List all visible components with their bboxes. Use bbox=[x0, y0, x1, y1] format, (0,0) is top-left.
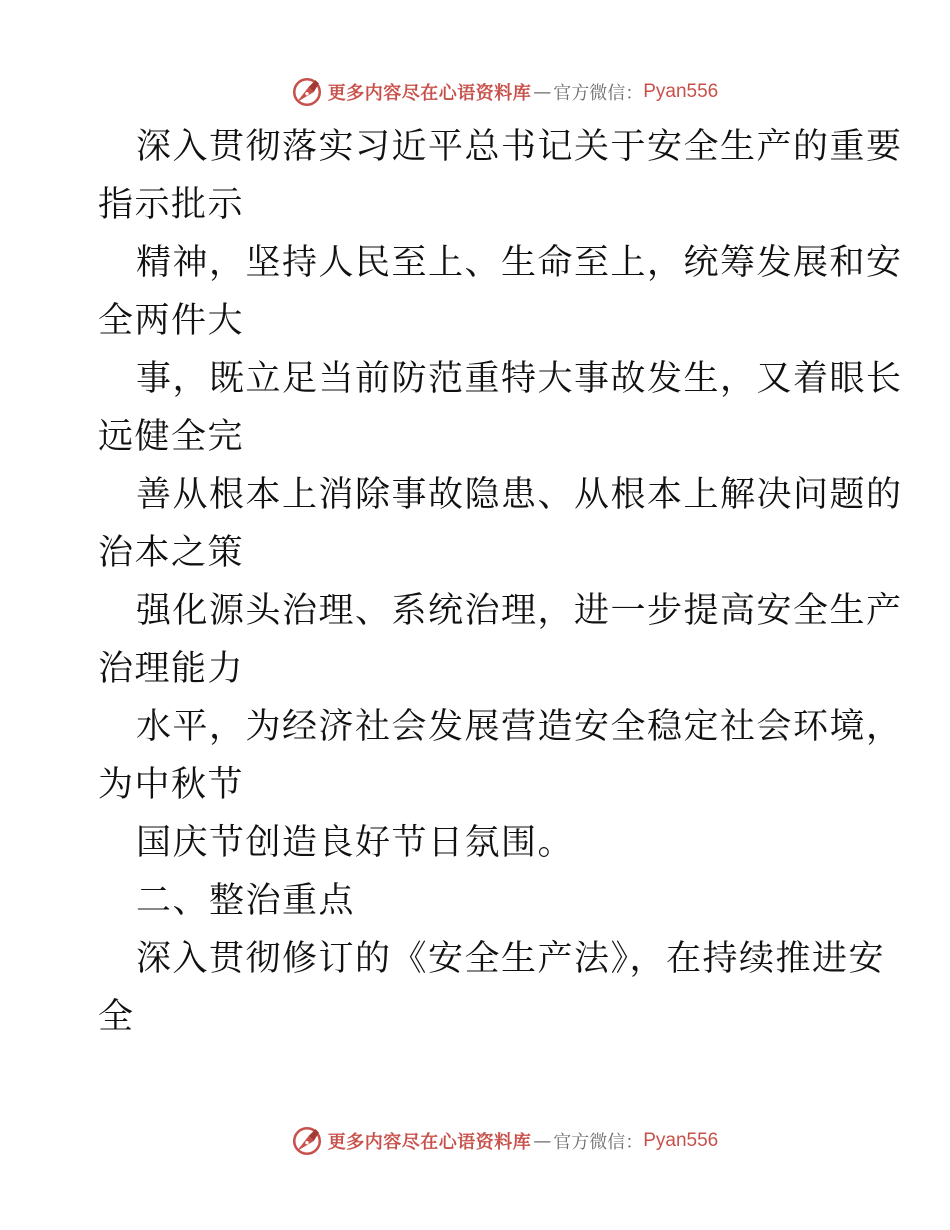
document-body bbox=[98, 118, 903, 1046]
body-line: 水平，为经济社会发展营造安全稳定社会环境， bbox=[136, 707, 903, 747]
body-line: 指示批示 bbox=[98, 185, 245, 225]
section-heading: 二、整治重点 bbox=[136, 881, 356, 921]
body-line: 为中秋节 bbox=[98, 765, 245, 805]
footer-wechat-id: Pyan556 bbox=[643, 1130, 719, 1151]
body-line: 远健全完 bbox=[98, 417, 245, 457]
body-line: 深入贯彻落实习近平总书记关于安全生产的重要 bbox=[136, 127, 903, 167]
body-line: 事，既立足当前防范重特大事故发生，又着眼长 bbox=[136, 359, 903, 399]
body-line: 全两件大 bbox=[98, 301, 245, 341]
header-wechat-id: Pyan556 bbox=[643, 81, 719, 102]
body-line: 强化源头治理、系统治理，进一步提高安全生产 bbox=[136, 591, 903, 631]
body-line: 治本之策 bbox=[98, 533, 245, 573]
header-banner bbox=[0, 72, 950, 112]
header-separator: — bbox=[533, 81, 552, 103]
footer-wechat-label: 官方微信： bbox=[553, 1132, 644, 1153]
body-line: 精神，坚持人民至上、生命至上，统筹发展和安 bbox=[136, 243, 903, 283]
footer-banner bbox=[0, 1121, 950, 1161]
body-line: 全 bbox=[98, 997, 135, 1037]
footer-ad-text: 更多内容尽在心语资料库 bbox=[327, 1132, 532, 1153]
body-line: 深入贯彻修订的《安全生产法》，在持续推进安 bbox=[136, 939, 886, 979]
body-line: 国庆节创造良好节日氛围。 bbox=[136, 823, 575, 863]
pen-nib-logo-icon bbox=[290, 1124, 324, 1158]
body-line: 治理能力 bbox=[98, 649, 245, 689]
footer-separator: — bbox=[533, 1130, 552, 1152]
header-wechat-label: 官方微信： bbox=[553, 83, 644, 104]
body-line: 善从根本上消除事故隐患、从根本上解决问题的 bbox=[136, 475, 903, 515]
header-ad-text: 更多内容尽在心语资料库 bbox=[327, 83, 532, 104]
pen-nib-logo-icon bbox=[290, 75, 324, 109]
